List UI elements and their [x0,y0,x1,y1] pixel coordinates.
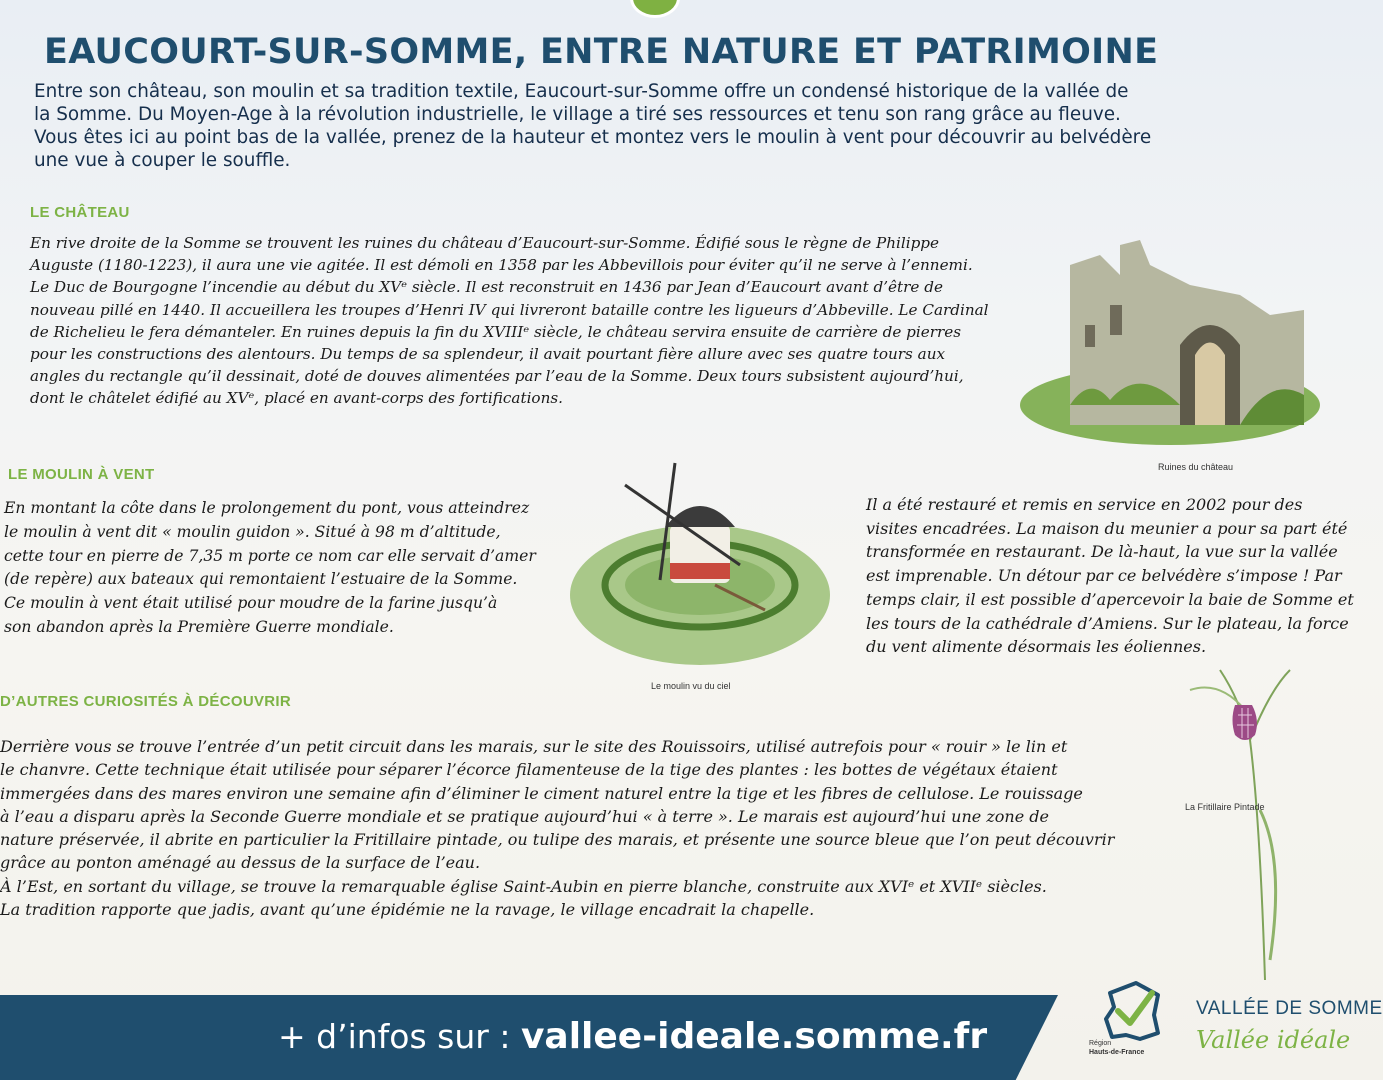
curiosites-line: immergées dans des mares environ une semaine afin d’éliminer le ciment naturel entre la tige et les fibres de cellulose. Le rouissage [0,783,1083,803]
brand-title: VALLÉE DE SOMME [1196,998,1383,1019]
footer-link[interactable] [278,1016,987,1057]
chateau-line: dont le châtelet édifié au XVᵉ, placé en avant-corps des fortifications. [30,389,563,408]
moulin-line: son abandon après la Première Guerre mondiale. [4,617,394,636]
curiosites-line: La tradition rapporte que jadis, avant qu’une épidémie ne la ravage, le village encadrait la chapelle. [0,900,815,920]
chateau-caption: Ruines du château [1158,462,1234,472]
region-label-line: Hauts-de-France [1089,1049,1145,1056]
curiosites-line: grâce au ponton aménagé au dessus de la surface de l’eau. [0,853,481,873]
intro-line: Entre son château, son moulin et sa tradition textile, Eaucourt-sur-Somme offre un condensé historique de la vallée de [34,81,1129,102]
moulin-heading: LE MOULIN À VENT [8,466,155,483]
chateau-ruins-illustration [1010,225,1304,455]
intro-line: Vous êtes ici au point bas de la vallée, prenez de la hauteur et montez vers le moulin à vent pour découvrir au belvédère [34,127,1152,148]
top-logo-icon [630,0,680,18]
chateau-line: nouveau pillé en 1440. Il accueillera les troupes d’Henri IV qui livreront bataille contre les ligueurs d’Abbeville. Le Cardinal [30,300,989,319]
footer-url[interactable]: vallee-ideale.somme.fr [520,1016,988,1057]
chateau-line: angles du rectangle qu’il dessinait, doté de douves alimentées par l’eau de la Somme. Deux tours subsistent aujourd’hui, [30,367,964,386]
chateau-text [30,232,989,410]
curiosites-line: le chanvre. Cette technique était utilisée pour séparer l’écorce filamenteuse de la tige des plantes : les bottes de végétaux étaient [0,760,1058,780]
moulin-line: du vent alimente désormais les éoliennes. [866,637,1207,657]
moulin-line: visites encadrées. La maison du meunier a pour sa part été [866,518,1348,538]
moulin-aerial-illustration [565,455,835,675]
moulin-line: (de repère) aux bateaux qui remontaient l’estuaire de la Somme. [4,570,518,589]
moulin-line: Ce moulin à vent était utilisé pour moudre de la farine jusqu’à [4,594,498,613]
chateau-line: En rive droite de la Somme se trouvent les ruines du château d’Eaucourt-sur-Somme. Édifié sous le règne de Philippe [30,234,940,252]
chateau-heading: LE CHÂTEAU [30,204,130,221]
intro-line: une vue à couper le souffle. [34,150,291,171]
moulin-line: cette tour en pierre de 7,35 m porte ce nom car elle servait d’amer [4,546,536,565]
moulin-line: le moulin à vent dit « moulin guidon ». Situé à 98 m d’altitude, [4,522,501,541]
intro-line: la Somme. Du Moyen-Age à la révolution industrielle, le village a tiré ses ressources et tenu son rang grâce au fleuve. [34,104,1121,125]
footer-prefix: + d’infos sur : [278,1017,521,1056]
moulin-line: transformée en restaurant. De là-haut, la vue sur la vallée [866,542,1338,562]
curiosites-line: Derrière vous se trouve l’entrée d’un petit circuit dans les marais, sur le site des Rouissoirs, utilisé autrefois pour « rouir » le lin et [0,737,1068,756]
moulin-line: En montant la côte dans le prolongement du pont, vous atteindrez [4,499,530,517]
chateau-line: Auguste (1180-1223), il aura une vie agitée. Il est démoli en 1358 par les Abbevillois pour éviter qu’il ne serve à l’ennemi. [30,256,973,275]
brand-subtitle: Vallée idéale [1196,1026,1351,1054]
region-label [1089,1039,1144,1057]
chateau-line: Le Duc de Bourgogne l’incendie au début du XVᵉ siècle. Il est reconstruit en 1436 par Jean d’Eaucourt avant d’être de [30,278,943,297]
fritillaire-illustration [1190,660,1304,980]
curiosites-line: nature préservée, il abrite en particulier la Fritillaire pintade, ou tulipe des marais, et présente une source bleue que l’on peut découvrir [0,830,1115,850]
moulin-text-left [4,497,536,640]
intro-paragraph [34,80,1324,172]
chateau-line: de Richelieu le fera démanteler. En ruines depuis la fin du XVIIIᵉ siècle, le château servira ensuite de carrière de pierres [30,322,962,341]
curiosites-line: À l’Est, en sortant du village, se trouve la remarquable église Saint-Aubin en pierre blanche, construite aux XVIᵉ et XVIIᵉ siècles. [0,876,1047,896]
curiosites-heading: D’AUTRES CURIOSITÉS À DÉCOUVRIR [0,693,291,710]
moulin-caption: Le moulin vu du ciel [651,681,731,691]
moulin-line: Il a été restauré et remis en service en 2002 pour des [866,495,1303,514]
moulin-line: est imprenable. Un détour par ce belvédère s’impose ! Par [866,566,1342,586]
curiosites-text [0,735,1114,921]
moulin-text-right [866,493,1354,659]
page-title: EAUCOURT-SUR-SOMME, ENTRE NATURE ET PATRIMOINE [44,32,1159,72]
fritillaire-caption: La Fritillaire Pintade [1185,802,1265,812]
moulin-line: temps clair, il est possible d’apercevoir la baie de Somme et [866,589,1354,609]
region-label-line: Région [1089,1040,1112,1047]
moulin-line: les tours de la cathédrale d’Amiens. Sur le plateau, la force [866,613,1349,633]
curiosites-line: à l’eau a disparu après la Seconde Guerre mondiale et se pratique aujourd’hui « à terre ». Le marais est aujourd’hui une zone de [0,806,1049,826]
chateau-line: pour les constructions des alentours. Du temps de sa splendeur, il avait pourtant fière allure avec ses quatre tours aux [30,345,946,364]
